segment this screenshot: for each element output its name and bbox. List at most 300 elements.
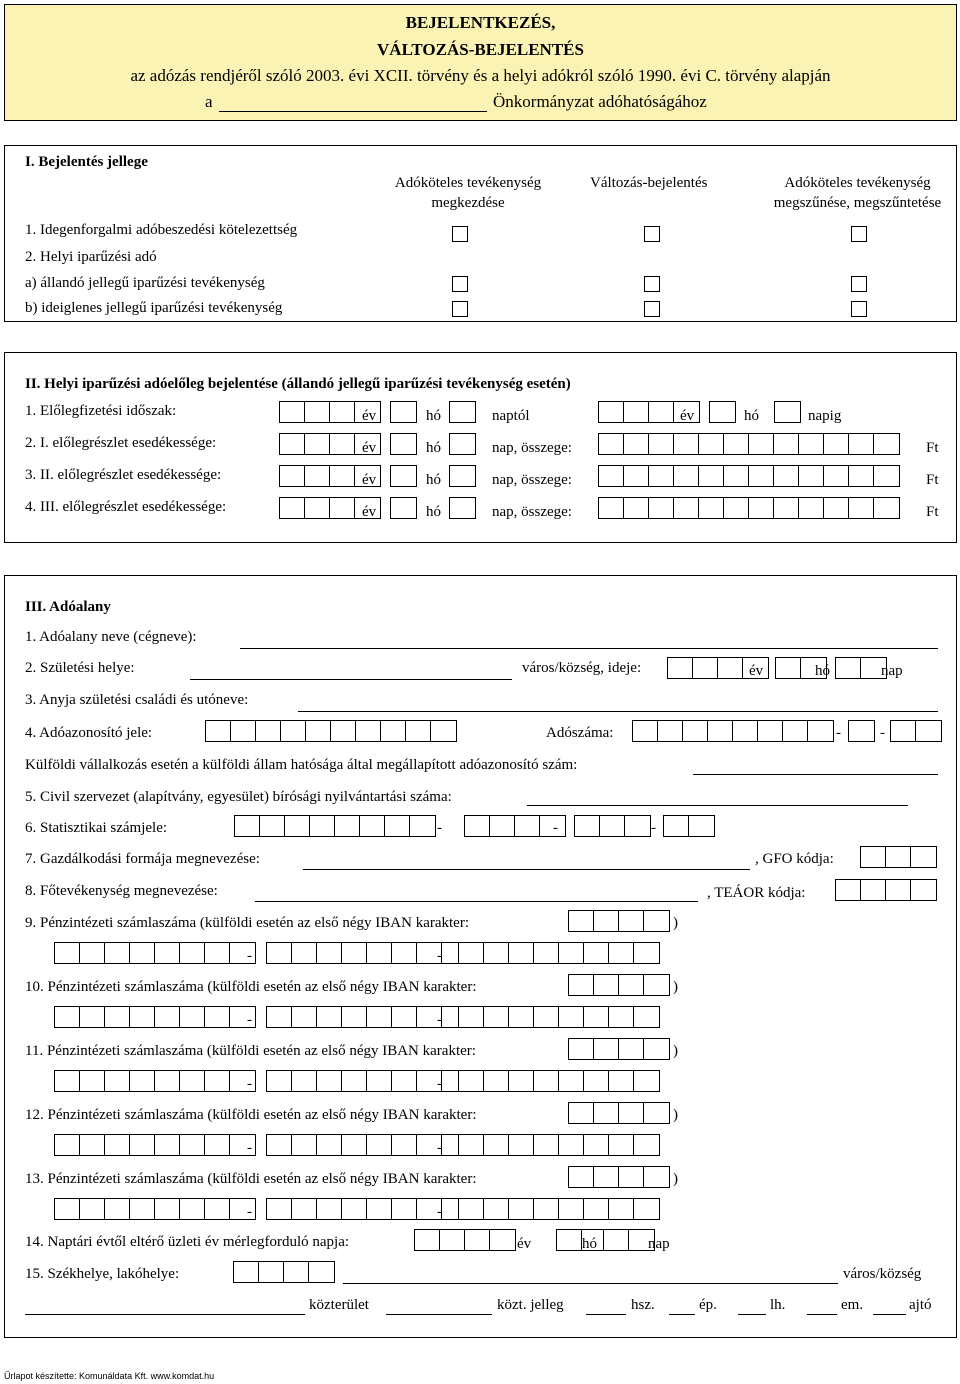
digit-cell[interactable]: [235, 816, 260, 836]
digit-cell[interactable]: [600, 816, 625, 836]
digit-cell[interactable]: [360, 816, 385, 836]
digit-cell[interactable]: [594, 975, 619, 995]
digit-cell[interactable]: [724, 466, 749, 486]
digit-cell[interactable]: [330, 434, 355, 454]
digit-cell[interactable]: [310, 816, 335, 836]
digit-cell[interactable]: [292, 1071, 317, 1091]
advance-row-2-month-cells[interactable]: [390, 433, 417, 455]
digit-cell[interactable]: [594, 1167, 619, 1187]
digit-cell[interactable]: [724, 498, 749, 518]
digit-cell[interactable]: [609, 943, 634, 963]
digit-cell[interactable]: [674, 498, 699, 518]
digit-cell[interactable]: [559, 1007, 584, 1027]
digit-cell[interactable]: [808, 721, 833, 741]
digit-cell[interactable]: [484, 1071, 509, 1091]
building-field[interactable]: [669, 1314, 695, 1315]
digit-cell[interactable]: [260, 816, 285, 836]
bank-account-12-part3-cells[interactable]: [458, 1134, 660, 1156]
bank-account-11-part1-cells[interactable]: [54, 1070, 256, 1092]
digit-cell[interactable]: [916, 721, 941, 741]
digit-cell[interactable]: [624, 466, 649, 486]
city-field[interactable]: [343, 1283, 838, 1284]
digit-cell[interactable]: [392, 1199, 417, 1219]
digit-cell[interactable]: [575, 816, 600, 836]
digit-cell[interactable]: [569, 975, 594, 995]
digit-cell[interactable]: [450, 498, 475, 518]
digit-cell[interactable]: [450, 466, 475, 486]
digit-cell[interactable]: [634, 1135, 659, 1155]
digit-cell[interactable]: [644, 1039, 669, 1059]
digit-cell[interactable]: [450, 434, 475, 454]
digit-cell[interactable]: [130, 943, 155, 963]
advance-row-4-day-cells[interactable]: [449, 497, 476, 519]
checkbox-temporary-start[interactable]: [452, 301, 468, 317]
digit-cell[interactable]: [342, 1071, 367, 1091]
digit-cell[interactable]: [515, 816, 540, 836]
digit-cell[interactable]: [415, 1230, 440, 1250]
digit-cell[interactable]: [335, 816, 360, 836]
fiscal-year-cells[interactable]: [414, 1229, 516, 1251]
digit-cell[interactable]: [644, 1103, 669, 1123]
digit-cell[interactable]: [749, 466, 774, 486]
digit-cell[interactable]: [674, 466, 699, 486]
digit-cell[interactable]: [105, 1007, 130, 1027]
digit-cell[interactable]: [484, 943, 509, 963]
digit-cell[interactable]: [80, 1199, 105, 1219]
birth-day-cells[interactable]: [835, 657, 887, 679]
digit-cell[interactable]: [619, 1103, 644, 1123]
advance-row-3-month-cells[interactable]: [390, 465, 417, 487]
digit-cell[interactable]: [644, 1167, 669, 1187]
digit-cell[interactable]: [385, 816, 410, 836]
tax-number-county-cells[interactable]: [890, 720, 942, 742]
digit-cell[interactable]: [584, 943, 609, 963]
digit-cell[interactable]: [594, 911, 619, 931]
digit-cell[interactable]: [317, 1071, 342, 1091]
digit-cell[interactable]: [664, 816, 689, 836]
digit-cell[interactable]: [874, 498, 899, 518]
digit-cell[interactable]: [849, 498, 874, 518]
digit-cell[interactable]: [206, 721, 231, 741]
stat-number-part4-cells[interactable]: [663, 815, 715, 837]
checkbox-permanent-start[interactable]: [452, 276, 468, 292]
digit-cell[interactable]: [267, 1199, 292, 1219]
digit-cell[interactable]: [886, 880, 911, 900]
digit-cell[interactable]: [317, 1135, 342, 1155]
digit-cell[interactable]: [55, 1007, 80, 1027]
digit-cell[interactable]: [391, 402, 416, 422]
digit-cell[interactable]: [431, 721, 456, 741]
digit-cell[interactable]: [619, 1167, 644, 1187]
digit-cell[interactable]: [599, 434, 624, 454]
digit-cell[interactable]: [80, 1135, 105, 1155]
digit-cell[interactable]: [259, 1262, 284, 1282]
postal-code-cells[interactable]: [233, 1261, 335, 1283]
checkbox-permanent-change[interactable]: [644, 276, 660, 292]
checkbox-temporary-end[interactable]: [851, 301, 867, 317]
digit-cell[interactable]: [683, 721, 708, 741]
digit-cell[interactable]: [309, 1262, 334, 1282]
digit-cell[interactable]: [80, 1071, 105, 1091]
digit-cell[interactable]: [55, 1071, 80, 1091]
digit-cell[interactable]: [317, 1199, 342, 1219]
digit-cell[interactable]: [317, 1007, 342, 1027]
digit-cell[interactable]: [280, 466, 305, 486]
digit-cell[interactable]: [584, 1199, 609, 1219]
digit-cell[interactable]: [861, 847, 886, 867]
digit-cell[interactable]: [619, 911, 644, 931]
digit-cell[interactable]: [649, 434, 674, 454]
digit-cell[interactable]: [292, 1135, 317, 1155]
digit-cell[interactable]: [342, 943, 367, 963]
digit-cell[interactable]: [55, 1199, 80, 1219]
digit-cell[interactable]: [699, 498, 724, 518]
digit-cell[interactable]: [584, 1007, 609, 1027]
tax-id-cells[interactable]: [205, 720, 457, 742]
digit-cell[interactable]: [534, 1071, 559, 1091]
digit-cell[interactable]: [774, 434, 799, 454]
digit-cell[interactable]: [381, 721, 406, 741]
bank-account-10-part1-cells[interactable]: [54, 1006, 256, 1028]
digit-cell[interactable]: [105, 1135, 130, 1155]
street-type-field[interactable]: [386, 1314, 492, 1315]
digit-cell[interactable]: [724, 434, 749, 454]
checkbox-tourist-start[interactable]: [452, 226, 468, 242]
gfo-code-cells[interactable]: [860, 846, 937, 868]
digit-cell[interactable]: [330, 466, 355, 486]
digit-cell[interactable]: [874, 466, 899, 486]
digit-cell[interactable]: [465, 816, 490, 836]
digit-cell[interactable]: [569, 1167, 594, 1187]
digit-cell[interactable]: [410, 816, 435, 836]
digit-cell[interactable]: [292, 1007, 317, 1027]
digit-cell[interactable]: [911, 847, 936, 867]
digit-cell[interactable]: [180, 1071, 205, 1091]
digit-cell[interactable]: [484, 1135, 509, 1155]
digit-cell[interactable]: [534, 1199, 559, 1219]
digit-cell[interactable]: [849, 434, 874, 454]
digit-cell[interactable]: [305, 434, 330, 454]
digit-cell[interactable]: [391, 466, 416, 486]
digit-cell[interactable]: [749, 498, 774, 518]
advance-row-4-month-cells[interactable]: [390, 497, 417, 519]
digit-cell[interactable]: [155, 1071, 180, 1091]
digit-cell[interactable]: [708, 721, 733, 741]
digit-cell[interactable]: [367, 943, 392, 963]
digit-cell[interactable]: [594, 1103, 619, 1123]
digit-cell[interactable]: [559, 1135, 584, 1155]
digit-cell[interactable]: [80, 943, 105, 963]
digit-cell[interactable]: [406, 721, 431, 741]
digit-cell[interactable]: [292, 1199, 317, 1219]
digit-cell[interactable]: [391, 434, 416, 454]
digit-cell[interactable]: [392, 1007, 417, 1027]
digit-cell[interactable]: [292, 943, 317, 963]
digit-cell[interactable]: [330, 402, 355, 422]
bank-account-9-iban-cells[interactable]: [568, 910, 670, 932]
checkbox-tourist-change[interactable]: [644, 226, 660, 242]
digit-cell[interactable]: [459, 1135, 484, 1155]
digit-cell[interactable]: [668, 658, 693, 678]
digit-cell[interactable]: [490, 1230, 515, 1250]
digit-cell[interactable]: [849, 466, 874, 486]
digit-cell[interactable]: [824, 466, 849, 486]
digit-cell[interactable]: [484, 1007, 509, 1027]
digit-cell[interactable]: [509, 1071, 534, 1091]
tax-number-main-cells[interactable]: [632, 720, 834, 742]
digit-cell[interactable]: [105, 1071, 130, 1091]
digit-cell[interactable]: [609, 1199, 634, 1219]
digit-cell[interactable]: [155, 943, 180, 963]
bank-account-9-part3-cells[interactable]: [458, 942, 660, 964]
digit-cell[interactable]: [609, 1071, 634, 1091]
digit-cell[interactable]: [80, 1007, 105, 1027]
digit-cell[interactable]: [534, 943, 559, 963]
digit-cell[interactable]: [306, 721, 331, 741]
digit-cell[interactable]: [634, 943, 659, 963]
digit-cell[interactable]: [267, 943, 292, 963]
digit-cell[interactable]: [509, 943, 534, 963]
digit-cell[interactable]: [619, 975, 644, 995]
digit-cell[interactable]: [509, 1199, 534, 1219]
digit-cell[interactable]: [624, 402, 649, 422]
digit-cell[interactable]: [450, 402, 475, 422]
digit-cell[interactable]: [285, 816, 310, 836]
digit-cell[interactable]: [180, 943, 205, 963]
digit-cell[interactable]: [205, 1135, 230, 1155]
checkbox-permanent-end[interactable]: [851, 276, 867, 292]
digit-cell[interactable]: [55, 1135, 80, 1155]
digit-cell[interactable]: [599, 498, 624, 518]
digit-cell[interactable]: [305, 466, 330, 486]
bank-account-13-part3-cells[interactable]: [458, 1198, 660, 1220]
digit-cell[interactable]: [180, 1135, 205, 1155]
digit-cell[interactable]: [886, 847, 911, 867]
digit-cell[interactable]: [459, 943, 484, 963]
digit-cell[interactable]: [649, 498, 674, 518]
digit-cell[interactable]: [280, 434, 305, 454]
digit-cell[interactable]: [649, 402, 674, 422]
digit-cell[interactable]: [205, 943, 230, 963]
digit-cell[interactable]: [758, 721, 783, 741]
digit-cell[interactable]: [231, 721, 256, 741]
bank-account-12-part1-cells[interactable]: [54, 1134, 256, 1156]
digit-cell[interactable]: [634, 1007, 659, 1027]
digit-cell[interactable]: [267, 1007, 292, 1027]
digit-cell[interactable]: [674, 434, 699, 454]
advance-row-4-amount-cells[interactable]: [598, 497, 900, 519]
digit-cell[interactable]: [891, 721, 916, 741]
digit-cell[interactable]: [774, 498, 799, 518]
digit-cell[interactable]: [392, 1135, 417, 1155]
digit-cell[interactable]: [774, 466, 799, 486]
digit-cell[interactable]: [130, 1199, 155, 1219]
digit-cell[interactable]: [267, 1135, 292, 1155]
digit-cell[interactable]: [634, 1071, 659, 1091]
digit-cell[interactable]: [130, 1071, 155, 1091]
digit-cell[interactable]: [342, 1135, 367, 1155]
bank-account-11-part3-cells[interactable]: [458, 1070, 660, 1092]
digit-cell[interactable]: [180, 1199, 205, 1219]
advance-row-1-day-cells[interactable]: [449, 401, 476, 423]
street-field[interactable]: [25, 1314, 305, 1315]
digit-cell[interactable]: [836, 880, 861, 900]
digit-cell[interactable]: [799, 434, 824, 454]
digit-cell[interactable]: [205, 1007, 230, 1027]
digit-cell[interactable]: [569, 911, 594, 931]
authority-name-field[interactable]: [219, 111, 487, 112]
advance-row-2-day-cells[interactable]: [449, 433, 476, 455]
digit-cell[interactable]: [783, 721, 808, 741]
digit-cell[interactable]: [861, 880, 886, 900]
stat-number-part1-cells[interactable]: [234, 815, 436, 837]
digit-cell[interactable]: [367, 1007, 392, 1027]
digit-cell[interactable]: [594, 1039, 619, 1059]
digit-cell[interactable]: [180, 1007, 205, 1027]
digit-cell[interactable]: [367, 1135, 392, 1155]
stat-number-part3-cells[interactable]: [574, 815, 651, 837]
digit-cell[interactable]: [105, 943, 130, 963]
advance-row-1-month-cells[interactable]: [390, 401, 417, 423]
digit-cell[interactable]: [484, 1199, 509, 1219]
bank-account-10-part3-cells[interactable]: [458, 1006, 660, 1028]
digit-cell[interactable]: [305, 498, 330, 518]
digit-cell[interactable]: [130, 1135, 155, 1155]
digit-cell[interactable]: [534, 1007, 559, 1027]
digit-cell[interactable]: [799, 498, 824, 518]
digit-cell[interactable]: [559, 1071, 584, 1091]
digit-cell[interactable]: [849, 721, 874, 741]
bank-account-11-iban-cells[interactable]: [568, 1038, 670, 1060]
period-end-day-cells[interactable]: [774, 401, 801, 423]
digit-cell[interactable]: [342, 1199, 367, 1219]
legal-form-field[interactable]: [303, 869, 750, 870]
digit-cell[interactable]: [619, 1039, 644, 1059]
digit-cell[interactable]: [599, 466, 624, 486]
digit-cell[interactable]: [205, 1071, 230, 1091]
digit-cell[interactable]: [367, 1199, 392, 1219]
digit-cell[interactable]: [280, 498, 305, 518]
digit-cell[interactable]: [824, 434, 849, 454]
digit-cell[interactable]: [465, 1230, 490, 1250]
digit-cell[interactable]: [749, 434, 774, 454]
bank-account-13-part1-cells[interactable]: [54, 1198, 256, 1220]
digit-cell[interactable]: [459, 1071, 484, 1091]
digit-cell[interactable]: [625, 816, 650, 836]
bank-account-10-iban-cells[interactable]: [568, 974, 670, 996]
digit-cell[interactable]: [356, 721, 381, 741]
period-end-month-cells[interactable]: [709, 401, 736, 423]
digit-cell[interactable]: [559, 943, 584, 963]
staircase-field[interactable]: [738, 1314, 766, 1315]
digit-cell[interactable]: [693, 658, 718, 678]
advance-row-3-day-cells[interactable]: [449, 465, 476, 487]
digit-cell[interactable]: [557, 1230, 582, 1250]
digit-cell[interactable]: [584, 1135, 609, 1155]
taxpayer-name-field[interactable]: [240, 648, 938, 649]
digit-cell[interactable]: [280, 402, 305, 422]
teaor-code-cells[interactable]: [835, 879, 937, 901]
advance-row-2-amount-cells[interactable]: [598, 433, 900, 455]
foreign-tax-id-field[interactable]: [693, 774, 938, 775]
digit-cell[interactable]: [509, 1007, 534, 1027]
digit-cell[interactable]: [534, 1135, 559, 1155]
digit-cell[interactable]: [775, 402, 800, 422]
digit-cell[interactable]: [776, 658, 801, 678]
advance-row-3-amount-cells[interactable]: [598, 465, 900, 487]
digit-cell[interactable]: [824, 498, 849, 518]
digit-cell[interactable]: [459, 1007, 484, 1027]
digit-cell[interactable]: [130, 1007, 155, 1027]
digit-cell[interactable]: [367, 1071, 392, 1091]
house-number-field[interactable]: [586, 1314, 626, 1315]
digit-cell[interactable]: [624, 498, 649, 518]
digit-cell[interactable]: [392, 943, 417, 963]
digit-cell[interactable]: [509, 1135, 534, 1155]
digit-cell[interactable]: [634, 1199, 659, 1219]
digit-cell[interactable]: [440, 1230, 465, 1250]
digit-cell[interactable]: [155, 1007, 180, 1027]
checkbox-temporary-change[interactable]: [644, 301, 660, 317]
digit-cell[interactable]: [559, 1199, 584, 1219]
door-field[interactable]: [873, 1314, 906, 1315]
digit-cell[interactable]: [699, 434, 724, 454]
bank-account-13-iban-cells[interactable]: [568, 1166, 670, 1188]
digit-cell[interactable]: [874, 434, 899, 454]
digit-cell[interactable]: [234, 1262, 259, 1282]
checkbox-tourist-end[interactable]: [851, 226, 867, 242]
digit-cell[interactable]: [331, 721, 356, 741]
digit-cell[interactable]: [911, 880, 936, 900]
digit-cell[interactable]: [281, 721, 306, 741]
floor-field[interactable]: [807, 1314, 837, 1315]
digit-cell[interactable]: [256, 721, 281, 741]
digit-cell[interactable]: [267, 1071, 292, 1091]
digit-cell[interactable]: [699, 466, 724, 486]
digit-cell[interactable]: [584, 1071, 609, 1091]
digit-cell[interactable]: [599, 402, 624, 422]
digit-cell[interactable]: [305, 402, 330, 422]
digit-cell[interactable]: [649, 466, 674, 486]
digit-cell[interactable]: [609, 1135, 634, 1155]
main-activity-field[interactable]: [255, 901, 698, 902]
digit-cell[interactable]: [569, 1039, 594, 1059]
mother-name-field[interactable]: [298, 711, 938, 712]
digit-cell[interactable]: [604, 1230, 629, 1250]
digit-cell[interactable]: [836, 658, 861, 678]
digit-cell[interactable]: [624, 434, 649, 454]
digit-cell[interactable]: [330, 498, 355, 518]
tax-number-vat-cell[interactable]: [848, 720, 875, 742]
digit-cell[interactable]: [55, 943, 80, 963]
digit-cell[interactable]: [392, 1071, 417, 1091]
digit-cell[interactable]: [284, 1262, 309, 1282]
digit-cell[interactable]: [391, 498, 416, 518]
birth-place-field[interactable]: [190, 679, 512, 680]
digit-cell[interactable]: [317, 943, 342, 963]
digit-cell[interactable]: [205, 1199, 230, 1219]
digit-cell[interactable]: [644, 911, 669, 931]
digit-cell[interactable]: [342, 1007, 367, 1027]
digit-cell[interactable]: [718, 658, 743, 678]
digit-cell[interactable]: [155, 1199, 180, 1219]
digit-cell[interactable]: [569, 1103, 594, 1123]
digit-cell[interactable]: [689, 816, 714, 836]
digit-cell[interactable]: [155, 1135, 180, 1155]
digit-cell[interactable]: [459, 1199, 484, 1219]
bank-account-12-iban-cells[interactable]: [568, 1102, 670, 1124]
civil-registry-field[interactable]: [527, 805, 908, 806]
